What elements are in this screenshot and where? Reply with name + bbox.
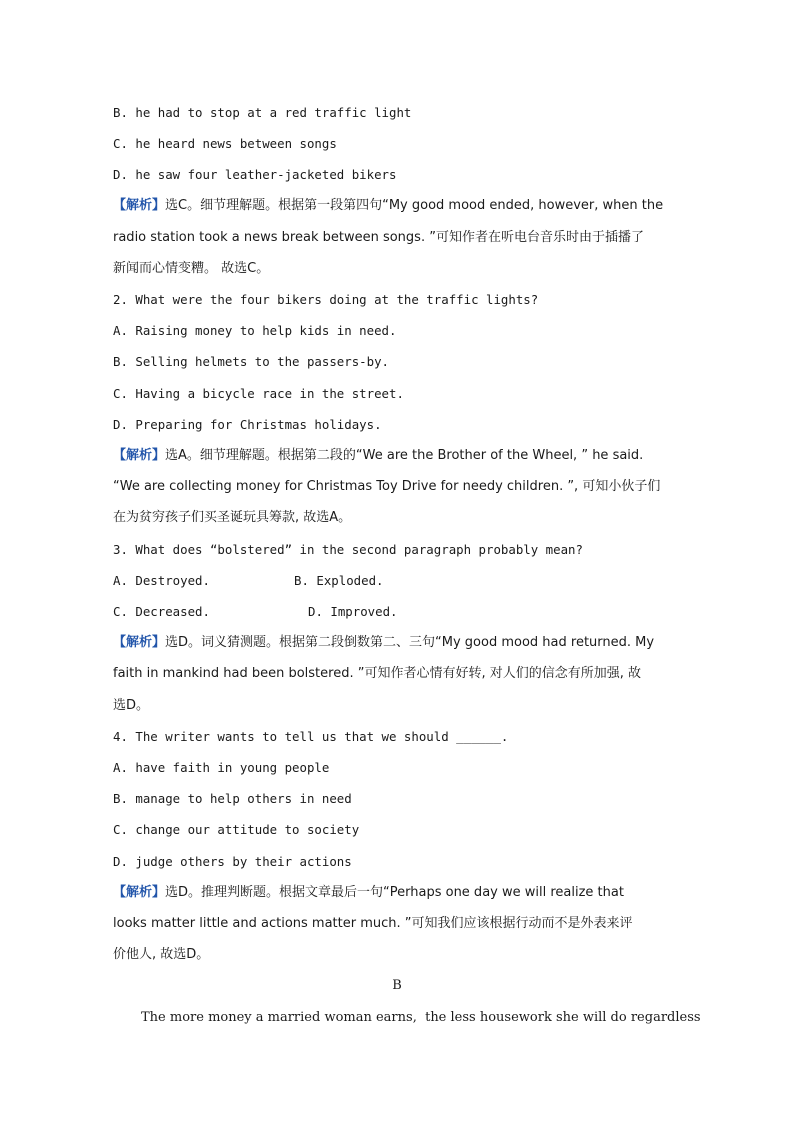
q1-option-d: D. he saw four leather-jacketed bikers: [113, 167, 397, 182]
q4-analysis-line1: 【解析】选D。推理判断题。根据文章最后一句“Perhaps one day we will realize that: [113, 885, 624, 900]
q3-analysis-line3: 选D。: [113, 698, 150, 713]
q4-analysis-line2: looks matter little and actions matter much. ”可知我们应该根据行动而不是外表来评: [113, 916, 633, 931]
q3-option-b: B. Exploded.: [294, 573, 384, 588]
q2-analysis-line1: 【解析】选A。细节理解题。根据第二段的“We are the Brother of the Wheel, ” he said.: [113, 448, 644, 463]
analysis-tag: 【解析】: [113, 198, 166, 213]
q1-analysis-line1: 【解析】选C。细节理解题。根据第一段第四句“My good mood ended, however, when the: [113, 198, 664, 213]
q1-analysis-line2: radio station took a news break between songs. ”可知作者在听电台音乐时由于插播了: [113, 230, 644, 245]
q3-analysis-line1: 【解析】选D。词义猜测题。根据第二段倒数第二、三句“My good mood had returned. My: [113, 635, 655, 650]
q2-stem: 2. What were the four bikers doing at the traffic lights?: [113, 292, 539, 307]
q4-stem: 4. The writer wants to tell us that we should ______.: [113, 729, 509, 744]
q3-option-c: C. Decreased.: [113, 604, 210, 619]
q1-analysis-line3: 新闻而心情变糟。 故选C。: [113, 261, 270, 276]
passage-b-line1: The more money a married woman earns, the less housework she will do regardless: [141, 1010, 701, 1025]
analysis-tag: 【解析】: [113, 448, 166, 463]
q4-option-c: C. change our attitude to society: [113, 822, 360, 837]
q3-analysis-line2: faith in mankind had been bolstered. ”可知作者心情有好转, 对人们的信念有所加强, 故: [113, 666, 641, 681]
q3-option-d: D. Improved.: [308, 604, 398, 619]
q4-analysis-line3: 价他人, 故选D。: [113, 947, 210, 962]
passage-b-heading: B: [392, 978, 402, 993]
q3-stem: 3. What does “bolstered” in the second paragraph probably mean?: [113, 542, 583, 557]
q4-option-d: D. judge others by their actions: [113, 854, 352, 869]
q2-analysis-line3: 在为贫穷孩子们买圣诞玩具筹款, 故选A。: [113, 510, 352, 525]
q2-option-a: A. Raising money to help kids in need.: [113, 323, 397, 338]
q3-option-a: A. Destroyed.: [113, 573, 210, 588]
q2-option-d: D. Preparing for Christmas holidays.: [113, 417, 382, 432]
q1-option-b: B. he had to stop at a red traffic light: [113, 105, 412, 120]
analysis-tag: 【解析】: [113, 885, 166, 900]
analysis-tag: 【解析】: [113, 635, 166, 650]
q4-option-a: A. have faith in young people: [113, 760, 330, 775]
q2-option-b: B. Selling helmets to the passers-by.: [113, 354, 390, 369]
q2-option-c: C. Having a bicycle race in the street.: [113, 386, 404, 401]
q4-option-b: B. manage to help others in need: [113, 791, 352, 806]
q2-analysis-line2: “We are collecting money for Christmas Toy Drive for needy children. ”, 可知小伙子们: [113, 479, 661, 494]
q1-option-c: C. he heard news between songs: [113, 136, 337, 151]
